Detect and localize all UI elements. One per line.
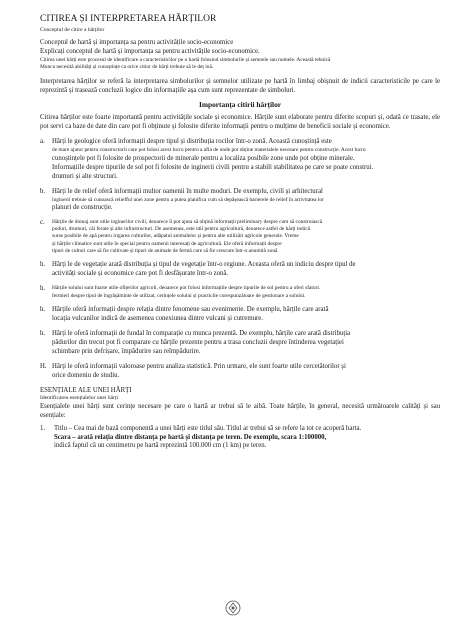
list-item-text: Hărțile de drenaj sunt utile inginerilor civili, deoarece îi pot ajuta să obțină informații preliminary despre cum să construiască [52, 218, 323, 225]
list-item-text: planuri de construcție. [52, 203, 113, 211]
list-item-text: inginerii trebuie să cunoască reliefful unei zone pentru a putea planifica cum să depășească barierele de relief în activitatea lor [52, 196, 324, 203]
list-item-text: Hărți le geologice oferă informații despre tipul și distribuția rocilor într-o zonă. Această cunoștință este [52, 138, 332, 146]
intro-line: Explicați conceptul de hartă și importanța sa pentru activitățile socio-economice. [40, 47, 260, 55]
numbered-item-text-bold: Scara – arată relația dintre distanța pe hartă și distanța pe teren. De exemplu, scara 1:100000, [54, 433, 327, 441]
list-item-text: Hărți le oferă informații valoroase pentru analiza statistică. Prin urmare, ele sunt foarte utile cercetătorilor și [52, 362, 346, 370]
intro-line: Conceptul de hartă și importanța sa pentru activitățile socio-economice [40, 39, 234, 46]
list-item-label: b. [40, 187, 46, 195]
intro-line-small: Citirea unei hărți este procesul de identificare a caracteristicilor pe o hartă folosind simbolurile și semnele sau numele. Această tehnică [40, 56, 331, 63]
list-item [40, 219, 440, 255]
list-item-text: schimbare prin defrișare, împădurire sau reîmpădurire. [52, 347, 201, 355]
list-item-label: a. [40, 138, 45, 146]
list-item-text: activități sociale și economice care pot fi desfășurate într-o zonă. [52, 270, 229, 278]
list-item [40, 330, 440, 357]
list-item [40, 261, 440, 279]
list-item-text: surse posibile de apă pentru irigarea culturilor, adăpatul animalelor și pentru alte utilizări agricole generale. Vreme [52, 233, 299, 240]
list-item-label: h. [40, 261, 46, 269]
list-item-text: tipuri de culturi care să fie cultivate și tipuri de animale de fermă care să fie crescute într-o anumită zonă [52, 248, 278, 254]
importance-paragraph: Citirea hărților este foarte importantă pentru activitățile sociale și economice. Hărțile sunt elaborate pentru diferite scopuri și, odată ce trasate, ele pot servi ca baze de date din care pot fi obținute și folosite diferite informații pentru o mulțime de beneficii sociale și economice. [40, 114, 440, 131]
importance-heading: Importanța citirii hărților [198, 100, 282, 110]
list-item-text: Hărți le de vegetație arată distribuția și tipul de vegetație într-o regiune. Aceasta oferă un indiciu despre tipul de [52, 261, 356, 269]
list-item-text: Informațiile despre tipurile de sol pot fi folosite de inginerii civili pentru a stabili stabilitatea pe care se poate construi. [52, 163, 374, 171]
list-item-text: de mare ajutor pentru constructorii care pot folosi acest lucru pentru a afla de unde pot obține materialele necesare pentru construcție. Acest lucru [52, 147, 366, 154]
list-item-label: h. [40, 329, 46, 337]
list-item-text: Hărțile solului sunt foarte utile ofițerilor agricoli, deoarece pot folosi informațiile despre tipurile de sol pentru a oferi sfaturi. [52, 285, 321, 292]
list-item-text: pădurilor din trecut pot fi comparate cu hărțile prezente pentru a trasa concluzii despre întinderea vegetației [52, 338, 344, 346]
list-item-text: Hărțile oferă informații despre relația dintre fenomene sau evenimente. De exemplu, hărțile care arată [52, 305, 329, 313]
emblem-icon [225, 600, 241, 616]
list-item-text: orice domeniu de studiu. [52, 371, 120, 379]
numbered-item-text: Titlu – Cea mai de bază componentă a unei hărți este titlul său. Titlul ar trebui să se refere la tot ce acoperă harta. [54, 424, 362, 432]
numbered-item-label: 1. [40, 424, 46, 432]
numbered-item [40, 425, 440, 452]
list-item-label: h. [40, 285, 46, 293]
essentials-subheading: Identificarea esențialelor unei hărți [40, 394, 119, 401]
intro-line-small: Munca necesită abilități și cunoștințe ca orice citior de hărți trebuie să le deț ină. [40, 64, 214, 71]
list-item-text: Hărți le oferă informații de fundal în comparație cu munca prezentă. De exemplu, hărțile care arată distribuția [52, 329, 351, 337]
list-item-text: cunoștințele pot fi folosite de prospectorii de minerale pentru a localiza posibile zone unde pot obține minerale. [52, 154, 355, 162]
list-item-label: h. [40, 305, 46, 313]
list-item-text: poduri, drumuri, căi ferate și alte infrastructuri. De asemenea, este util pentru agricultură, deoarece astfel de hărți indică [52, 226, 311, 233]
list-item-text: fermieri despre tipul de îngrășăminte de utilizat, cerințele solului și practicile corespunzătoare de gestionare a solului. [52, 292, 306, 299]
list-item-text: drumuri și alte structuri. [52, 172, 118, 180]
list-item [40, 363, 440, 381]
list-item-text: Hărți le de relief oferă informații multor oamenii în multe moduri. De exemplu, civili și arhitectural [52, 187, 323, 195]
interpretation-paragraph: Interpretarea hărților se referă la interpretarea simbolurilor și semnelor utilizate pe hartă în limbaj obișnuit de indicii caracteristicile pe care le reprezintă și trasează concluzii logice din informațiile așa cum sunt reprezentate de simboluri. [40, 77, 440, 94]
document-title: CITIREA ȘI INTERPRETAREA HĂRȚILOR [40, 14, 217, 24]
list-item [40, 188, 440, 213]
essentials-intro: Esențialele unei hărți sunt cerințe necesare pe care o hartă ar trebui să le aibă. Toate hărțile, în general, necesită următoarele calități și sau esențiale: [40, 402, 440, 419]
list-item-text: locația vulcanilor indică de asemenea conexiunea dintre vulcani și cutremure. [52, 314, 263, 322]
numbered-item-text: indică faptul că un centimetru pe hartă reprezintă 100.000 cm (1 km) pe teren. [54, 442, 267, 450]
list-item [40, 138, 440, 181]
list-item [40, 285, 440, 300]
essentials-heading: ESENȚIALE ALE UNEI HĂRȚI [40, 386, 132, 394]
document-subtitle: Conceptul de citire a hărților [40, 27, 105, 33]
list-item-text: și hărțile climatice sunt utile în special pentru oamenii interesați de agricultură. Ele oferă informații despre [52, 240, 282, 247]
list-item [40, 306, 440, 324]
list-item-label: c. [40, 218, 45, 226]
list-item-label: H. [40, 362, 47, 370]
